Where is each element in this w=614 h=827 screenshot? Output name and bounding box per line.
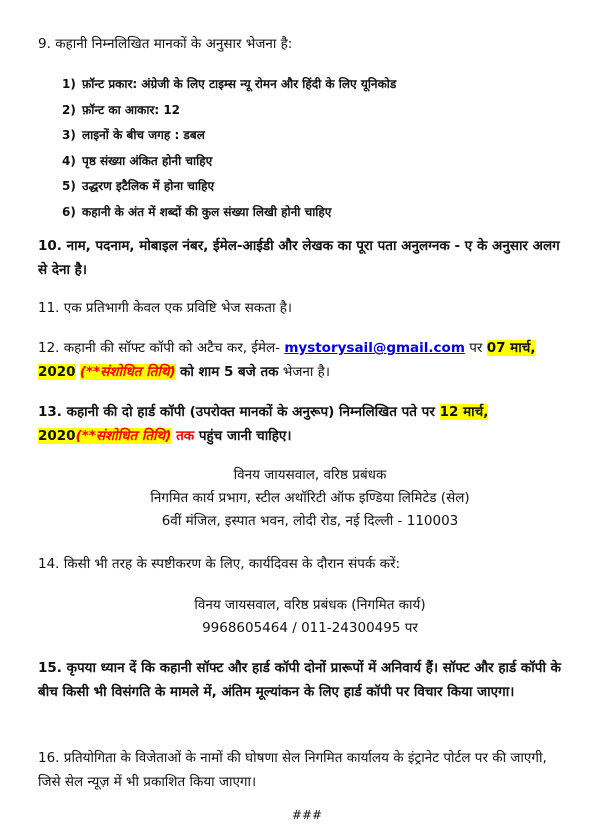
item-11: [38, 296, 570, 320]
item-14-number: 14.: [38, 556, 60, 572]
item-12-text-d: भेजना है।: [282, 364, 330, 380]
item-12-text-b: पर: [469, 340, 483, 356]
item-16-number: 16.: [38, 750, 60, 766]
item-12-text-a: कहानी की सॉफ्ट कॉपी को अटैच कर, ईमेल-: [63, 340, 281, 356]
item-10: [38, 234, 570, 282]
address-line: विनय जायसवाल, वरिष्ठ प्रबंधक: [233, 467, 387, 483]
item-13-revised-note: (**संशोधित तिथि): [75, 428, 172, 444]
postal-address: [60, 464, 560, 533]
end-mark: ###: [291, 808, 323, 822]
contact-line: विनय जायसवाल, वरिष्ठ प्रबंधक (निगमित कार्य): [194, 597, 426, 613]
criteria-item: 3) लाइनों के बीच जगह : डबल: [62, 128, 205, 142]
item-12-number: 12.: [38, 340, 60, 356]
item-16: [38, 746, 570, 794]
contact-phone: 9968605464 / 011-24300495 पर: [202, 620, 418, 636]
item-11-text: एक प्रतिभागी केवल एक प्रविष्टि भेज सकता है।: [63, 300, 293, 316]
item-16-text: प्रतियोगिता के विजेताओं के नामों की घोषणा सेल निगमित कार्यालय के इंट्रानेट पोर्टल पर की जाएगी, जिसे सेल न्यूज़ में भी प्रकाशित किया जाएगा।: [38, 750, 547, 790]
item-13-text-c: पहुंच जानी चाहिए।: [198, 428, 292, 444]
contact-info: [60, 594, 560, 640]
item-12: [38, 336, 570, 384]
address-line: 6वीं मंजिल, इस्पात भवन, लोदी रोड, नई दिल्ली - 110003: [161, 513, 459, 529]
criteria-list: [62, 72, 396, 225]
criteria-item: 4) पृष्ठ संख्या अंकित होनी चाहिए: [62, 153, 213, 168]
item-12-revised-note: (**संशोधित तिथि): [79, 364, 176, 380]
item-13-date-a: 12 मार्च,: [439, 404, 489, 420]
criteria-item: 5) उद्धरण इटैलिक में होना चाहिए: [62, 179, 215, 193]
item-15-number: 15.: [38, 660, 62, 676]
item-13: [38, 400, 570, 448]
item-12-text-c: को शाम 5 बजे तक: [179, 364, 279, 380]
item-13-text-b: तक: [176, 428, 195, 444]
item-11-number: 11.: [38, 300, 60, 316]
item-13-text-a: कहानी की दो हार्ड कॉपी (उपरोक्त मानकों के अनुरूप) निम्नलिखित पते पर: [66, 404, 435, 420]
item-15-text: कृपया ध्यान दें कि कहानी सॉफ्ट और हार्ड कॉपी दोनों प्रारूपों में अनिवार्य हैं। सॉफ्ट और हार्ड कॉपी के बीच किसी भी विसंगति के मामले में, अंतिम मूल्यांकन के लिए हार्ड कॉपी पर विचार किया जाएगा।: [38, 660, 562, 700]
item-13-number: 13.: [38, 404, 62, 420]
item-10-text: नाम, पदनाम, मोबाइल नंबर, ईमेल-आईडी और लेखक का पूरा पता अनुलग्नक - ए के अनुसार अलग से देना है।: [38, 238, 560, 278]
criteria-item: 6) कहानी के अंत में शब्दों की कुल संख्या लिखी होनी चाहिए: [62, 204, 332, 219]
criteria-item: 2) फ़ॉन्ट का आकार: 12: [62, 102, 181, 117]
item-14-text: किसी भी तरह के स्पष्टीकरण के लिए, कार्यदिवस के दौरान संपर्क करें:: [63, 556, 401, 572]
item-13-date-b: 2020: [38, 428, 76, 444]
item-9-text: कहानी निम्नलिखित मानकों के अनुसार भेजना है:: [55, 36, 293, 52]
item-15: [38, 656, 570, 704]
email-link[interactable]: mystorysail@gmail.com: [284, 340, 465, 356]
item-10-number: 10.: [38, 238, 62, 254]
item-9-number: 9.: [38, 36, 51, 52]
address-line: निगमित कार्य प्रभाग, स्टील अथॉरिटी ऑफ इण्डिया लिमिटेड (सेल): [150, 490, 470, 506]
criteria-item: 1) फ़ॉन्ट प्रकार: अंग्रेजी के लिए टाइम्स न्यू रोमन और हिंदी के लिए यूनिकोड: [62, 77, 397, 91]
item-9: [38, 32, 570, 56]
item-12-date: 07 मार्च, 2020: [38, 340, 536, 380]
item-14: [38, 552, 570, 576]
